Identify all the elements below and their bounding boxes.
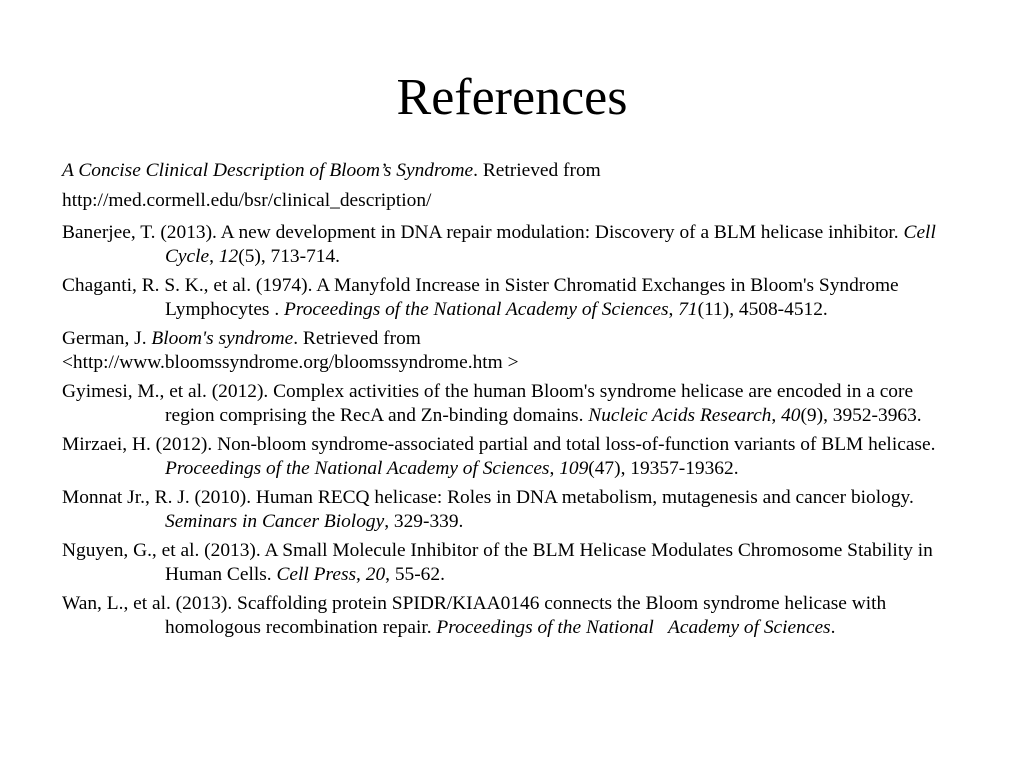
reference-volume: 71 (678, 299, 698, 320)
reference-volume: 12 (218, 246, 239, 267)
reference-text: . Retrieved from (293, 328, 421, 349)
reference-url: http://med.cormell.edu/bsr/clinical_description/ (62, 190, 432, 211)
reference-tail: (47), 19357-19362. (588, 458, 739, 479)
reference-journal: Proceedings of the National Academy of Sciences (165, 458, 550, 479)
reference-volume: 40 (781, 405, 801, 426)
reference-list (62, 156, 962, 645)
reference-text: Gyimesi, M., et al. (2012). Complex activities of the human Bloom's syndrome helicase are encoded in a core region comprising the RecA and Zn-binding domains. (62, 381, 914, 426)
reference-sep: , (356, 564, 366, 585)
reference-text: Mirzaei, H. (2012). Non-bloom syndrome-associated partial and total loss-of-function variants of BLM helicase. (62, 434, 936, 455)
reference-text: . Retrieved from (473, 160, 601, 181)
list-item (62, 221, 962, 269)
reference-text: Banerjee, T. (2013). A new development in DNA repair modulation: Discovery of a BLM helicase inhibitor. (62, 222, 904, 243)
reference-tail: , 329-339. (384, 511, 464, 532)
reference-title: Bloom's syndrome (151, 328, 294, 349)
reference-text: Chaganti, R. S. K., et al. (1974). A Manyfold Increase in Sister Chromatid Exchanges in Bloom's Syndrome Lymphocytes . (62, 275, 899, 320)
list-item (62, 380, 962, 428)
reference-text: Monnat Jr., R. J. (2010). Human RECQ helicase: Roles in DNA metabolism, mutagenesis and cancer biology. (62, 487, 914, 508)
list-item (62, 327, 962, 375)
reference-tail: (11), 4508-4512. (697, 299, 828, 320)
reference-journal: Proceedings of the National Academy of Sciences (436, 617, 831, 638)
reference-volume: 109 (559, 458, 589, 479)
list-item (62, 156, 962, 216)
reference-journal: Proceedings of the National Academy of Sciences (284, 299, 669, 320)
reference-text: German, J. (62, 328, 152, 349)
reference-text: Nguyen, G., et al. (2013). A Small Molecule Inhibitor of the BLM Helicase Modulates Chromosome Stability in Human Cells. (62, 540, 933, 585)
reference-tail: , 55-62. (385, 564, 445, 585)
reference-journal: Cell Press (276, 564, 357, 585)
list-item (62, 274, 962, 322)
reference-volume: 20 (365, 564, 386, 585)
list-item (62, 592, 962, 640)
list-item (62, 539, 962, 587)
reference-title: A Concise Clinical Description of Bloom’s Syndrome (62, 160, 474, 181)
reference-tail: (9), 3952-3963. (800, 405, 922, 426)
reference-text: Wan, L., et al. (2013). Scaffolding protein SPIDR/KIAA0146 connects the Bloom syndrome helicase with homologous recombination repair. (62, 593, 887, 638)
reference-tail: . (830, 617, 836, 638)
reference-journal: Cell Cycle (165, 222, 936, 267)
reference-sep: , (668, 299, 679, 320)
reference-tail: (5), 713-714. (238, 246, 341, 267)
reference-journal: Seminars in Cancer Biology (165, 511, 385, 532)
list-item (62, 486, 962, 534)
reference-journal: Nucleic Acids Research (588, 405, 772, 426)
reference-sep: , (209, 246, 219, 267)
page-title: References (396, 69, 628, 126)
reference-sep: , (771, 405, 782, 426)
reference-sep: , (549, 458, 560, 479)
list-item (62, 433, 962, 481)
reference-url: <http://www.bloomssyndrome.org/bloomssyndrome.htm > (62, 352, 519, 373)
